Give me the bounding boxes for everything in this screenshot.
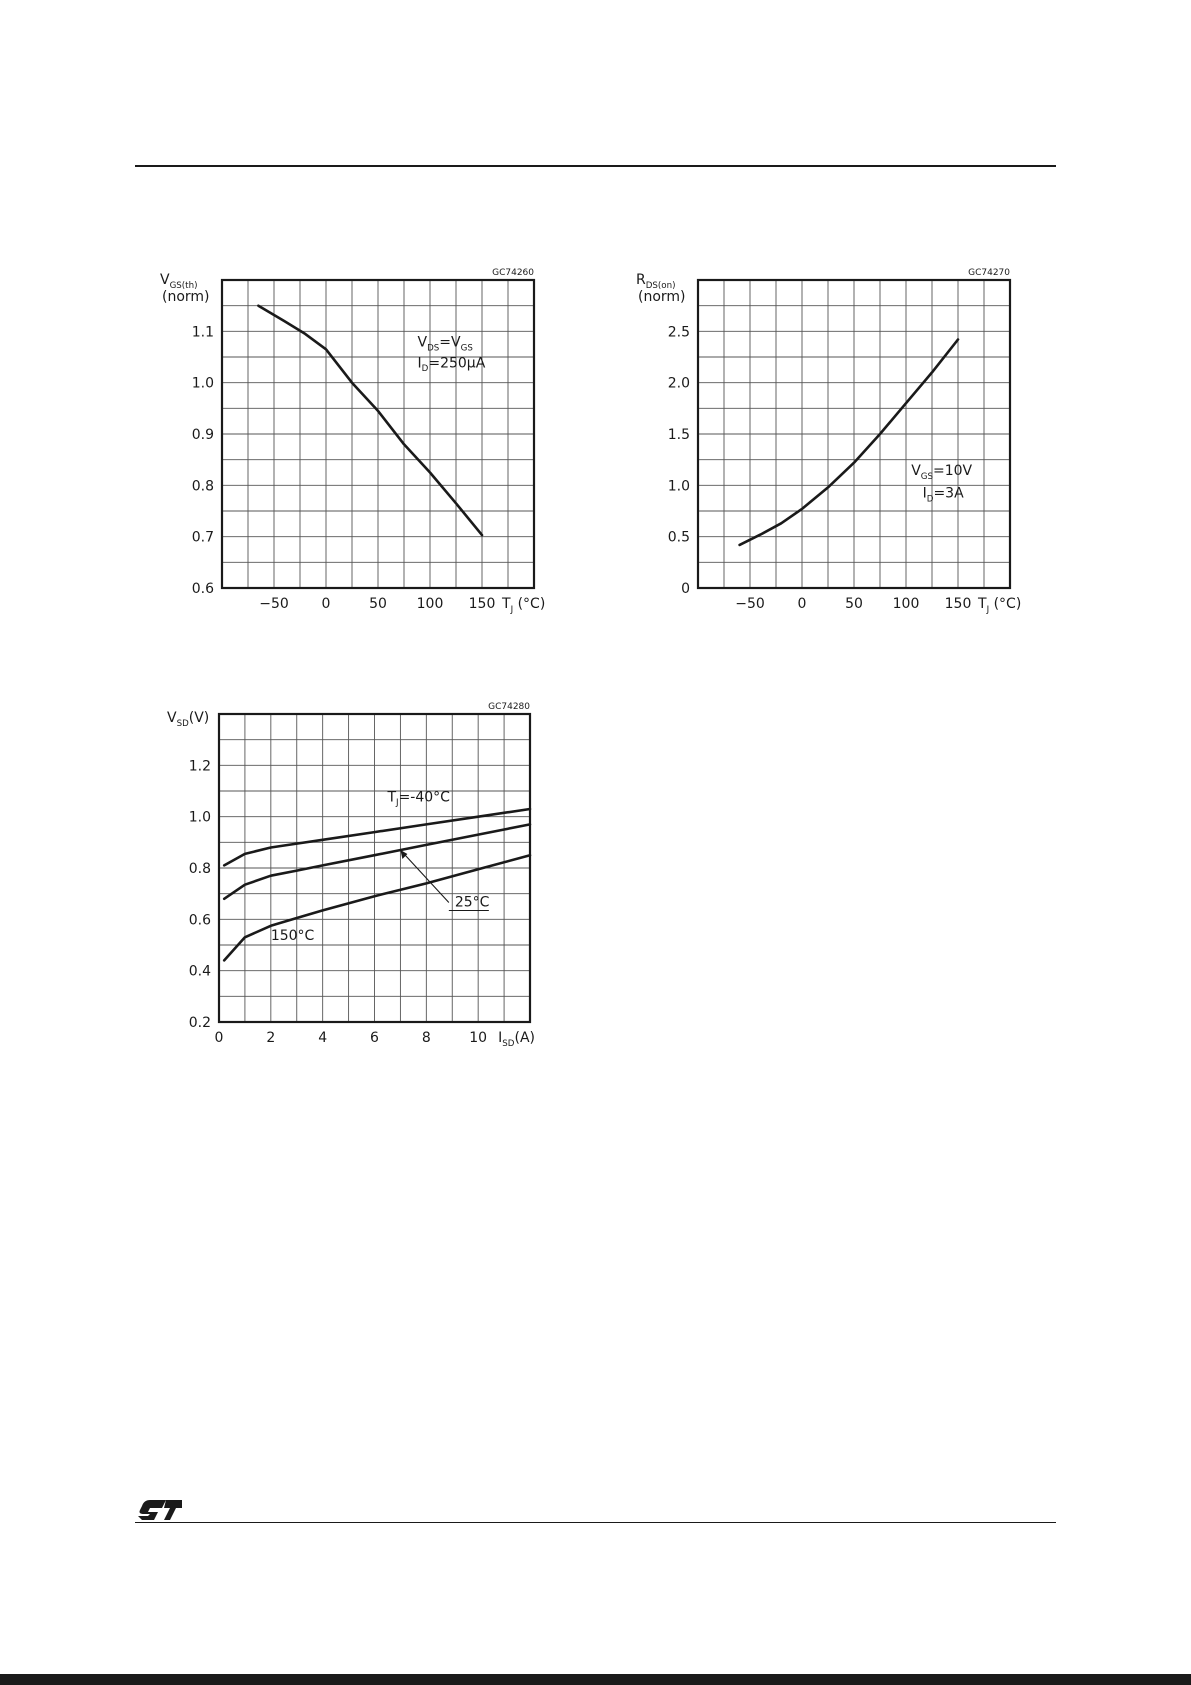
y-tick-label: 0.7	[191, 529, 214, 546]
x-tick-label: 100	[416, 596, 444, 612]
y-tick-label: 1.0	[191, 375, 214, 392]
series-line-25°C	[224, 824, 530, 898]
chart-id-label: GC74280	[488, 702, 530, 712]
x-axis-label: $I_{SD}(A)$	[498, 1030, 536, 1049]
annotation-label: $V_{GS}=10V$	[911, 463, 973, 482]
y-axis-label: $V_{SD}(V)$	[167, 710, 210, 729]
annotation-leader-line	[400, 850, 448, 902]
x-tick-label: −50	[735, 596, 765, 612]
x-tick-label: 50	[845, 596, 863, 612]
chart-id-label: GC74260	[492, 268, 534, 278]
y-tick-label: 1.2	[188, 758, 211, 775]
footer-rule	[135, 1522, 1056, 1523]
y-axis-label-line2: (norm)	[162, 289, 210, 305]
x-tick-label: 150	[944, 596, 972, 612]
y-axis-label: $R_{DS(on)}$	[636, 272, 676, 291]
x-tick-label: 2	[266, 1030, 276, 1046]
annotation-label: 150°C	[270, 927, 315, 944]
annotation-label: $I_D=3A$	[922, 485, 964, 505]
y-tick-label: 1.1	[191, 324, 214, 341]
annotation-label: $T_J=-40^\circ C$	[387, 789, 450, 809]
y-tick-label: 1.5	[667, 427, 690, 443]
st-logo-icon	[136, 1496, 182, 1524]
arrow-head-icon	[400, 850, 407, 859]
annotation-label: 25°C	[454, 894, 490, 911]
x-axis-label: $T_J$ (°C)	[502, 596, 546, 615]
y-tick-label: 0.4	[188, 963, 211, 980]
x-tick-label: 6	[370, 1030, 379, 1046]
y-tick-label: 0.8	[188, 861, 211, 877]
x-tick-label: 4	[318, 1030, 328, 1046]
y-tick-label: 0.2	[188, 1015, 211, 1031]
y-tick-label: 0.8	[191, 478, 214, 495]
x-tick-label: −50	[259, 596, 289, 612]
y-tick-label: 0.9	[191, 427, 214, 443]
page-bottom-edge	[0, 1674, 1191, 1685]
y-tick-label: 0.6	[188, 912, 211, 929]
x-tick-label: 50	[369, 596, 387, 612]
y-tick-label: 0.6	[191, 581, 214, 597]
y-axis-label: $V_{GS(th)}$	[160, 272, 198, 291]
y-axis-label-line2: (norm)	[638, 289, 686, 305]
x-tick-label: 0	[797, 596, 807, 612]
annotation-label: $V_{DS}=V_{GS}$	[417, 334, 473, 354]
x-tick-label: 0	[321, 596, 331, 612]
y-tick-label: 1.0	[188, 809, 211, 826]
x-tick-label: 10	[469, 1030, 488, 1046]
x-tick-label: 100	[892, 596, 920, 612]
series-line--40°C	[224, 809, 530, 865]
y-tick-label: 0.5	[667, 529, 690, 546]
x-axis-label: $T_J$ (°C)	[978, 596, 1022, 615]
y-tick-label: 1.0	[667, 478, 690, 495]
chart-id-label: GC74270	[968, 268, 1010, 278]
x-tick-label: 150	[468, 596, 496, 612]
y-tick-label: 2.0	[667, 375, 690, 392]
x-tick-label: 0	[214, 1030, 224, 1046]
x-tick-label: 8	[421, 1030, 431, 1046]
y-tick-label: 2.5	[667, 324, 690, 341]
y-tick-label: 0	[681, 581, 690, 597]
annotation-label: $I_D=250\mu A$	[417, 355, 486, 375]
